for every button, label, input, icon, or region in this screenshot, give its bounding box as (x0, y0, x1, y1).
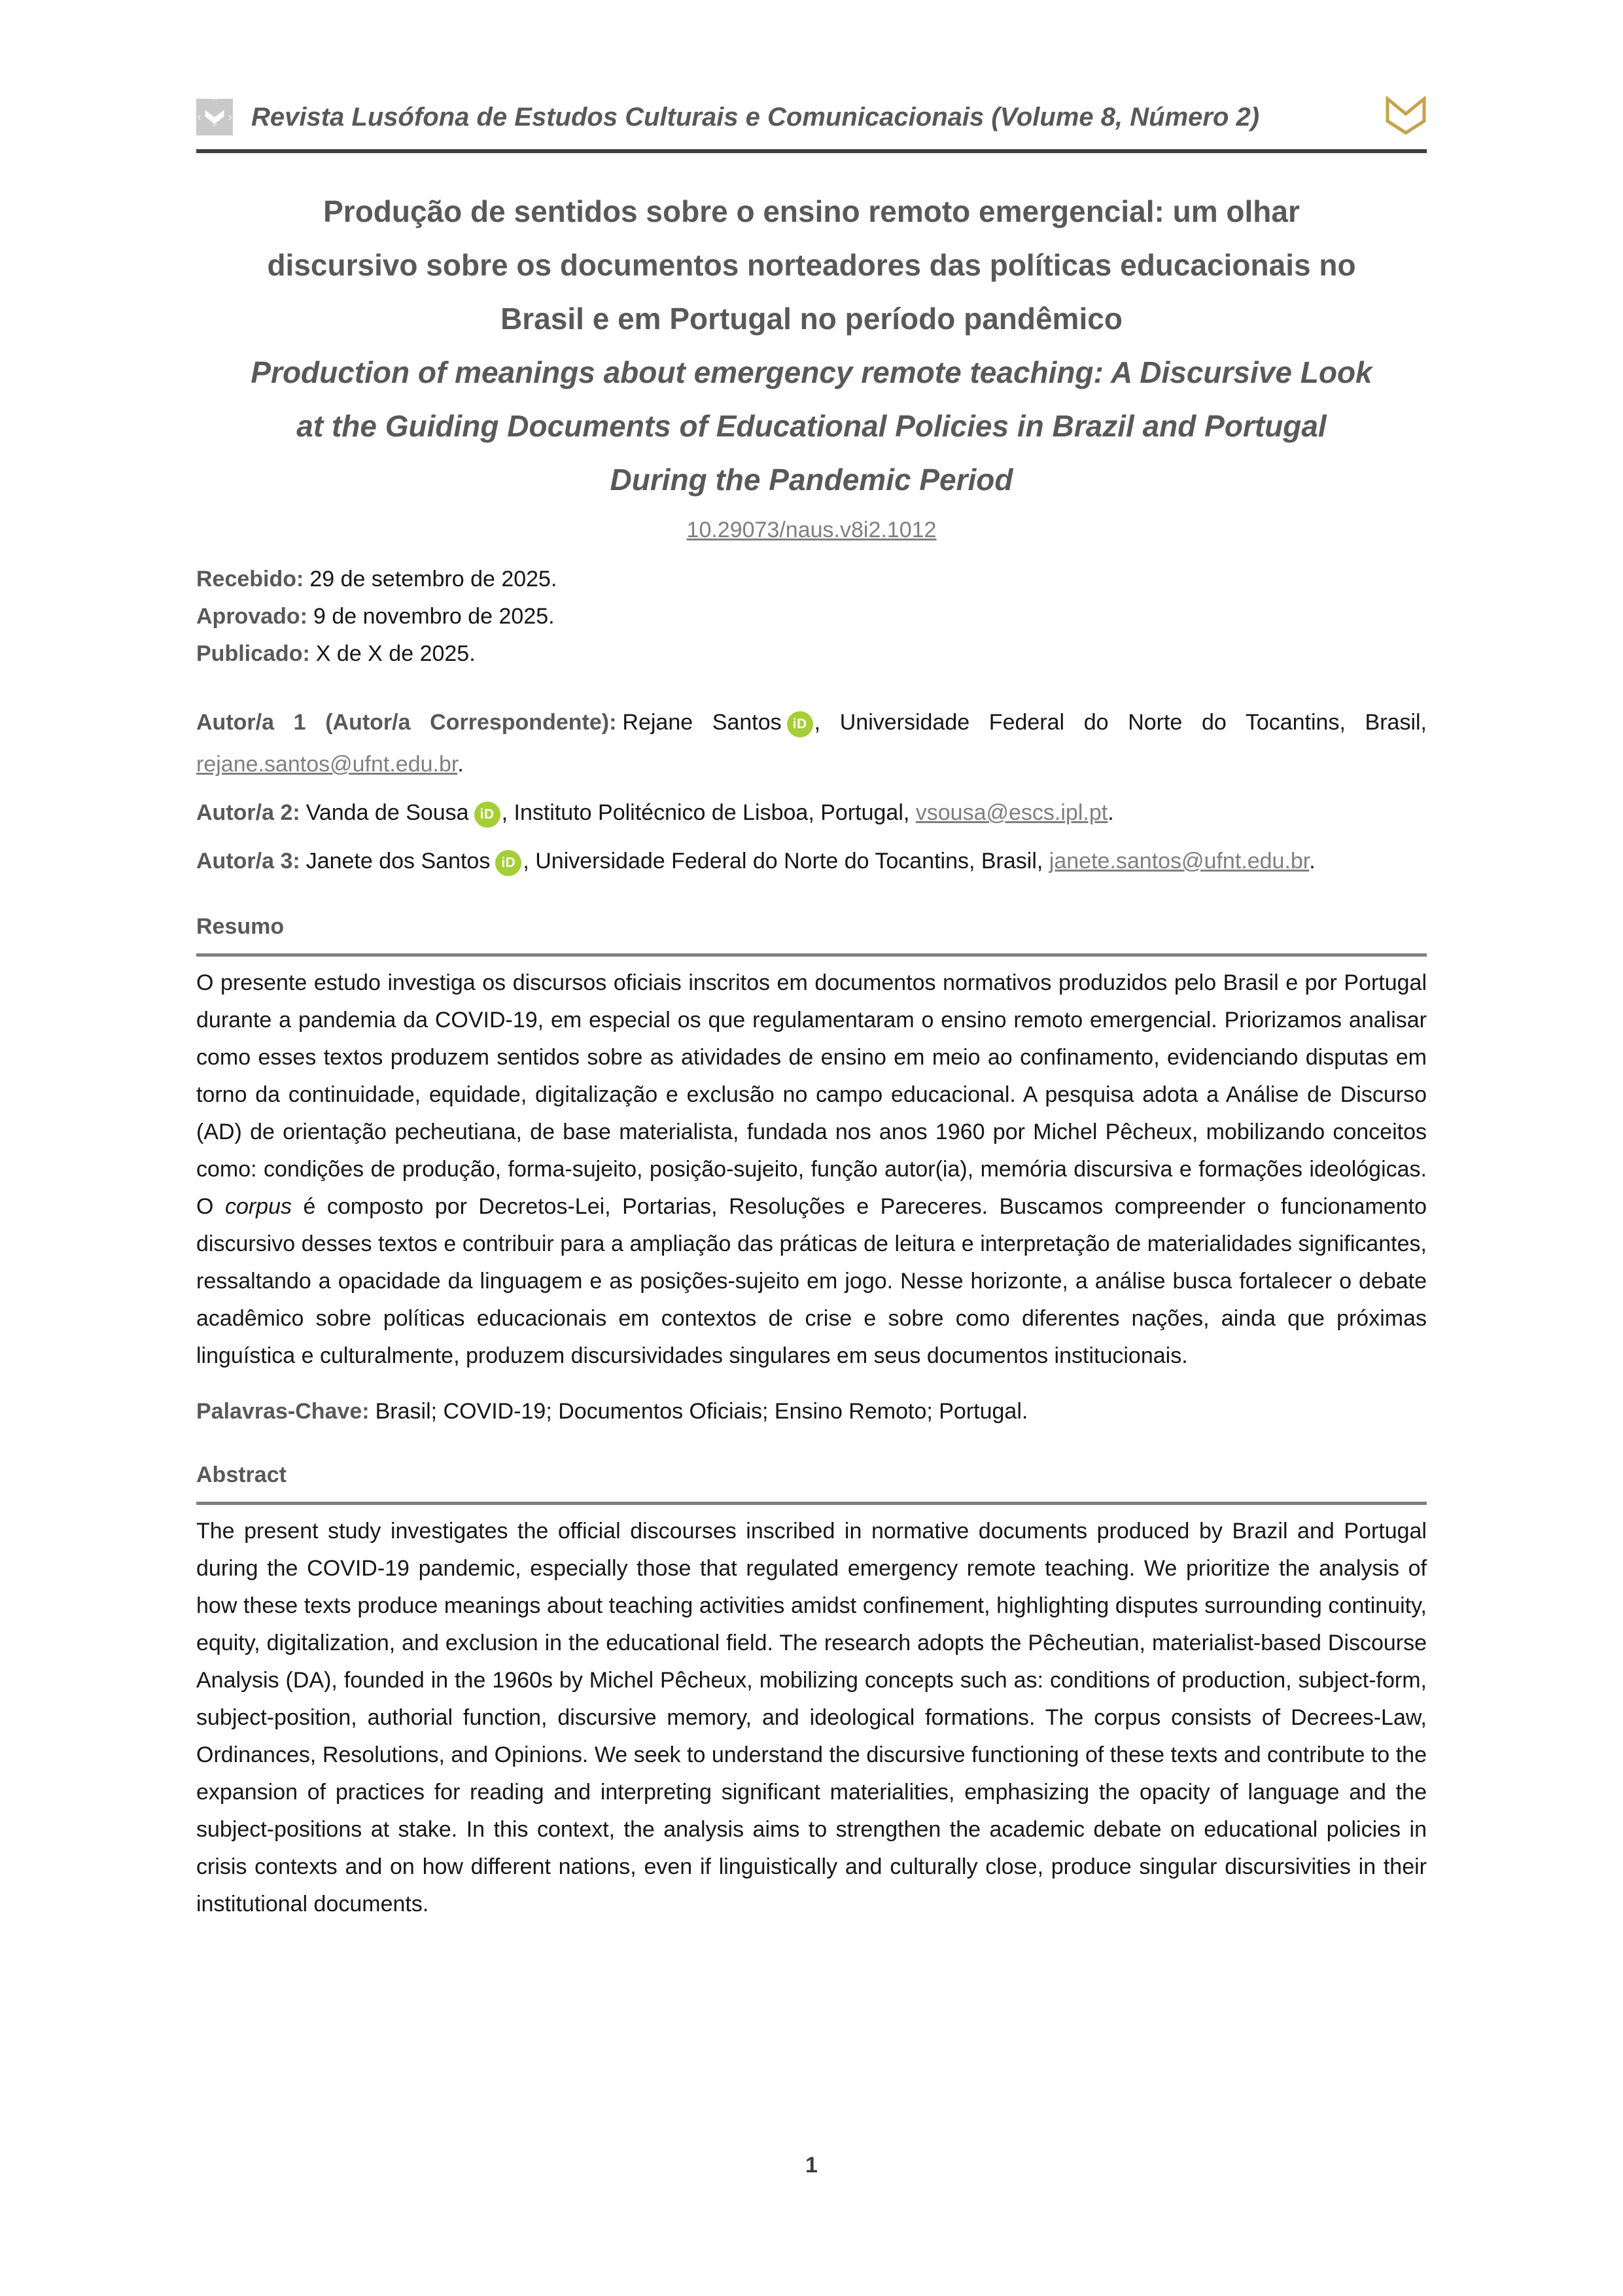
author3-name: Janete dos Santos (305, 849, 491, 874)
gold-chevron-badge-icon (1385, 96, 1427, 139)
author3-affiliation: , Universidade Federal do Norte do Tocantins, Brasil, (523, 849, 1049, 874)
header-divider (196, 149, 1427, 153)
received-value: 29 de setembro de 2025. (309, 567, 557, 592)
chevron-up-icon: ˆ (212, 97, 217, 111)
received-date (196, 561, 1427, 598)
orcid-icon[interactable]: iD (474, 802, 500, 828)
author2-name: Vanda de Sousa (305, 800, 469, 825)
article-title-pt-line: Brasil e em Portugal no período pandêmico (500, 302, 1123, 336)
journal-name: Revista Lusófona de Estudos Culturais e Comunicacionais (251, 102, 985, 132)
doi-line (196, 512, 1427, 549)
chevron-left-icon: ‹ (197, 110, 201, 124)
author-line (196, 840, 1427, 882)
author2-affiliation: , Instituto Politécnico de Lisboa, Portugal, (501, 800, 916, 825)
doi-link[interactable]: 10.29073/naus.v8i2.1012 (686, 518, 937, 542)
author3-suffix: . (1309, 849, 1316, 874)
published-value: X de X de 2025. (315, 641, 476, 666)
abstract-text: The present study investigates the official discourses inscribed in normative documents produced by Brazil and Portugal during the COVID-19 pandemic, especially those that regulated emergency remote teaching. We prioritize the analysis of how these texts produce meanings about teaching activities amidst confinement, highlighting disputes surrounding continuity, equity, digitalization, and exclusion in the educational field. The research adopts the Pêcheutian, materialist-based Discourse Analysis (DA), founded in the 1960s by Michel Pêcheux, mobilizing concepts such as: conditions of production, subject-form, subject-position, authorial function, discursive memory, and ideological formations. The corpus consists of Decrees-Law, Ordinances, Resolutions, and Opinions. We seek to understand the discursive functioning of these texts and contribute to the expansion of practices for reading and interpreting significant materialities, emphasizing the opacity of language and the subject-positions at stake. In this context, the analysis aims to strengthen the academic debate on educational policies in crisis contexts and on how different nations, even if linguistically and culturally close, produce singular discursivities in their institutional documents. (196, 1519, 1427, 1916)
journal-header (196, 98, 1427, 136)
article-title-en-line: at the Guiding Documents of Educational Policies in Brazil and Portugal (296, 409, 1327, 443)
approved-date (196, 598, 1427, 635)
journal-logo (196, 99, 233, 135)
author1-name: Rejane Santos (622, 710, 782, 735)
article-title-pt-line: Produção de sentidos sobre o ensino remoto emergencial: um olhar (323, 194, 1300, 228)
resumo-heading: Resumo (196, 914, 285, 939)
author1-suffix: . (457, 752, 464, 777)
authors-block (196, 701, 1427, 882)
orcid-icon[interactable]: iD (495, 850, 521, 876)
author2-label: Autor/a 2: (196, 800, 300, 825)
abstract-divider (196, 1502, 1427, 1505)
author3-email-link[interactable]: janete.santos@ufnt.edu.br (1049, 849, 1310, 874)
author1-label: Autor/a 1 (Autor/a Correspondente): (196, 710, 617, 735)
resumo-divider (196, 953, 1427, 957)
published-date (196, 635, 1427, 673)
abstract-heading: Abstract (196, 1462, 287, 1487)
approved-value: 9 de novembro de 2025. (313, 604, 555, 629)
journal-issue: (Volume 8, Número 2) (991, 102, 1260, 132)
article-title-en-line: Production of meanings about emergency remote teaching: A Discursive Look (251, 355, 1372, 389)
author-line (196, 701, 1427, 785)
resumo-text-part1: O presente estudo investiga os discursos oficiais inscritos em documentos normativos produzidos pelo Brasil e por Portugal durante a pandemia da COVID-19, em especial os que regulamentaram o ensino remoto emergencial. Priorizamos analisar como esses textos produzem sentidos sobre as atividades de ensino em meio ao confinamento, evidenciando disputas em torno da continuidade, equidade, digitalização e exclusão no campo educacional. A pesquisa adota a Análise de Discurso (AD) de orientação pecheutiana, de base materialista, fundada nos anos 1960 por Michel Pêcheux, mobilizando conceitos como: condições de produção, forma-sujeito, posição-sujeito, função autor(ia), memória discursiva e formações ideológicas. O (196, 970, 1427, 1219)
article-title-pt-line: discursivo sobre os documentos norteadores das políticas educacionais no (267, 248, 1356, 282)
received-label: Recebido: (196, 567, 304, 592)
author1-affiliation: , Universidade Federal do Norte do Tocantins, Brasil, (814, 710, 1427, 735)
article-title-en-line: During the Pandemic Period (610, 463, 1013, 497)
published-label: Publicado: (196, 641, 310, 666)
article-title-pt (196, 185, 1427, 345)
keywords-line (196, 1393, 1427, 1430)
article-title-en (196, 345, 1427, 506)
author2-email-link[interactable]: vsousa@escs.ipl.pt (915, 800, 1108, 825)
resumo-text (196, 964, 1427, 1375)
page-number: 1 (805, 2153, 818, 2178)
author-line (196, 792, 1427, 834)
chevron-down-small-icon: ˇ (212, 123, 217, 137)
author1-email-link[interactable]: rejane.santos@ufnt.edu.br (196, 752, 458, 777)
corpus-italic: corpus (224, 1194, 292, 1219)
author2-suffix: . (1108, 800, 1114, 825)
author3-label: Autor/a 3: (196, 849, 300, 874)
resumo-text-part2: é composto por Decretos-Lei, Portarias, Resoluções e Pareceres. Buscamos compreender o funcionamento discursivo desses textos e contribuir para a ampliação das práticas de leitura e interpretação de materialidades significantes, ressaltando a opacidade da linguagem e as posições-sujeito em jogo. Nesse horizonte, a análise busca fortalecer o debate acadêmico sobre políticas educacionais em contextos de crise e sobre como diferentes nações, ainda que próximas linguística e culturalmente, produzem discursividades singulares em seus documentos institucionais. (196, 1194, 1427, 1368)
keywords-label: Palavras-Chave: (196, 1399, 370, 1424)
dates-block (196, 561, 1427, 673)
approved-label: Aprovado: (196, 604, 307, 629)
chevron-right-icon: › (228, 110, 232, 124)
orcid-icon[interactable]: iD (787, 711, 813, 737)
keywords-value: Brasil; COVID-19; Documentos Oficiais; Ensino Remoto; Portugal. (375, 1399, 1028, 1424)
journal-title-line (251, 103, 1259, 132)
